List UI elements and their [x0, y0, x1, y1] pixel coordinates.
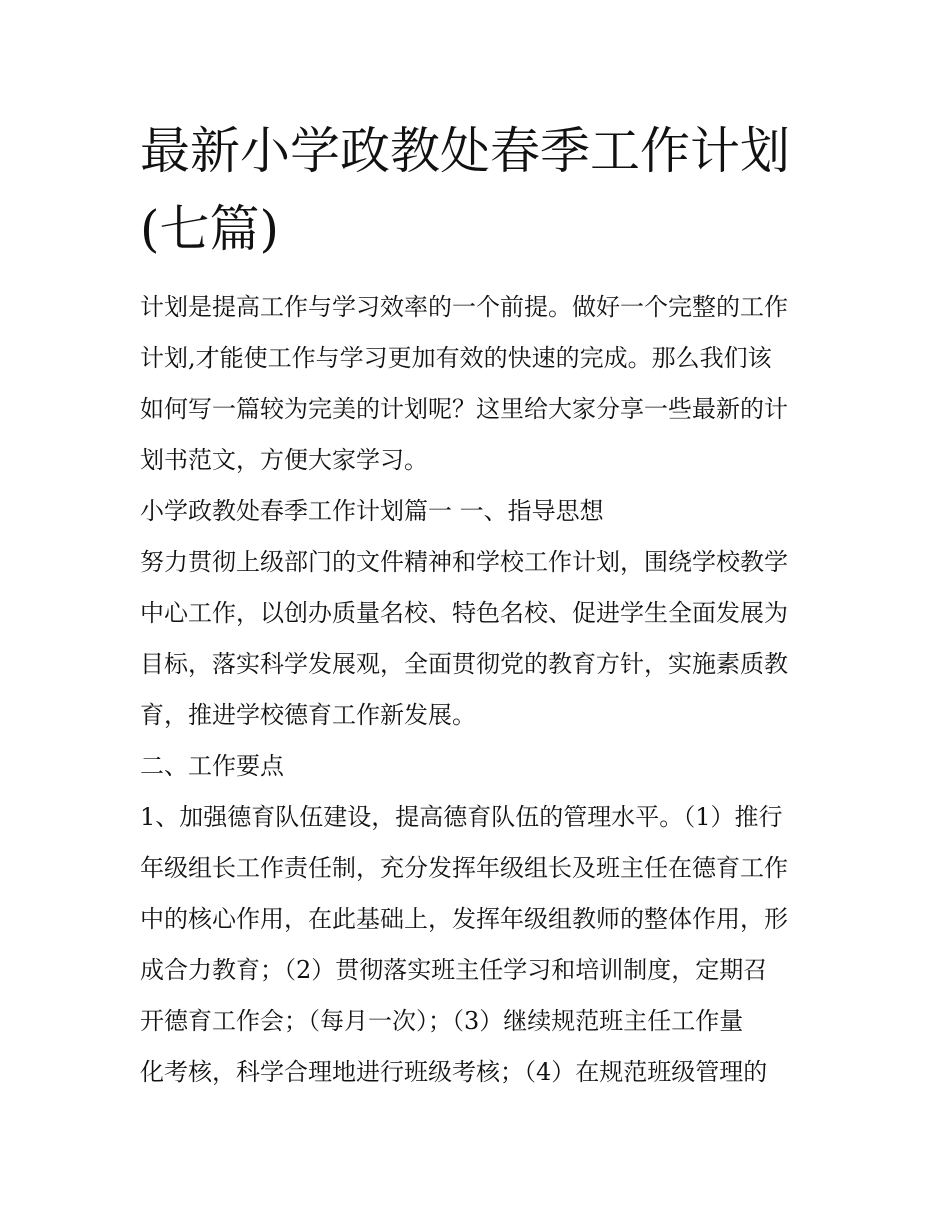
text-line: 育，推进学校德育工作新发展。: [140, 701, 476, 729]
text-line: 计划是提高工作与学习效率的一个前提。做好一个完整的工作: [140, 293, 788, 321]
text-line: 化考核，科学合理地进行班级考核；（4）在规范班级管理的: [140, 1058, 768, 1086]
text-line: 1、加强德育队伍建设，提高德育队伍的管理水平。（1）推行: [140, 803, 783, 831]
text-line: 如何写一篇较为完美的计划呢？这里给大家分享一些最新的计: [140, 395, 788, 423]
text-line: 划书范文，方便大家学习。: [140, 446, 428, 474]
work-points-heading: [140, 741, 812, 792]
intro-paragraph: [140, 282, 812, 486]
text-line: 小学政教处春季工作计划篇一 一、指导思想: [140, 497, 604, 525]
text-line: 计划,才能使工作与学习更加有效的快速的完成。那么我们该: [140, 344, 772, 372]
document-body: [140, 282, 812, 1098]
text-line: 努力贯彻上级部门的文件精神和学校工作计划，围绕学校教学: [140, 548, 788, 576]
text-line: 年级组长工作责任制，充分发挥年级组长及班主任在德育工作: [140, 854, 788, 882]
title-line: (七篇): [140, 200, 280, 258]
text-line: 目标，落实科学发展观，全面贯彻党的教育方针，实施素质教: [140, 650, 788, 678]
text-line: 开德育工作会；（每月一次）；（3）继续规范班主任工作量: [140, 1007, 744, 1035]
text-line: 中的核心作用，在此基础上，发挥年级组教师的整体作用，形: [140, 905, 788, 933]
text-line: 中心工作，以创办质量名校、特色名校、促进学生全面发展为: [140, 599, 788, 627]
document-title: [140, 112, 812, 268]
document-content: [140, 112, 812, 1098]
text-line: 成合力教育；（2）贯彻落实班主任学习和培训制度，定期召: [140, 956, 768, 984]
guiding-thought-paragraph: [140, 537, 812, 741]
text-line: 二、工作要点: [140, 752, 284, 780]
work-point-paragraph: [140, 792, 812, 1098]
title-line: 最新小学政教处春季工作计划: [140, 122, 790, 180]
section-heading: [140, 486, 812, 537]
